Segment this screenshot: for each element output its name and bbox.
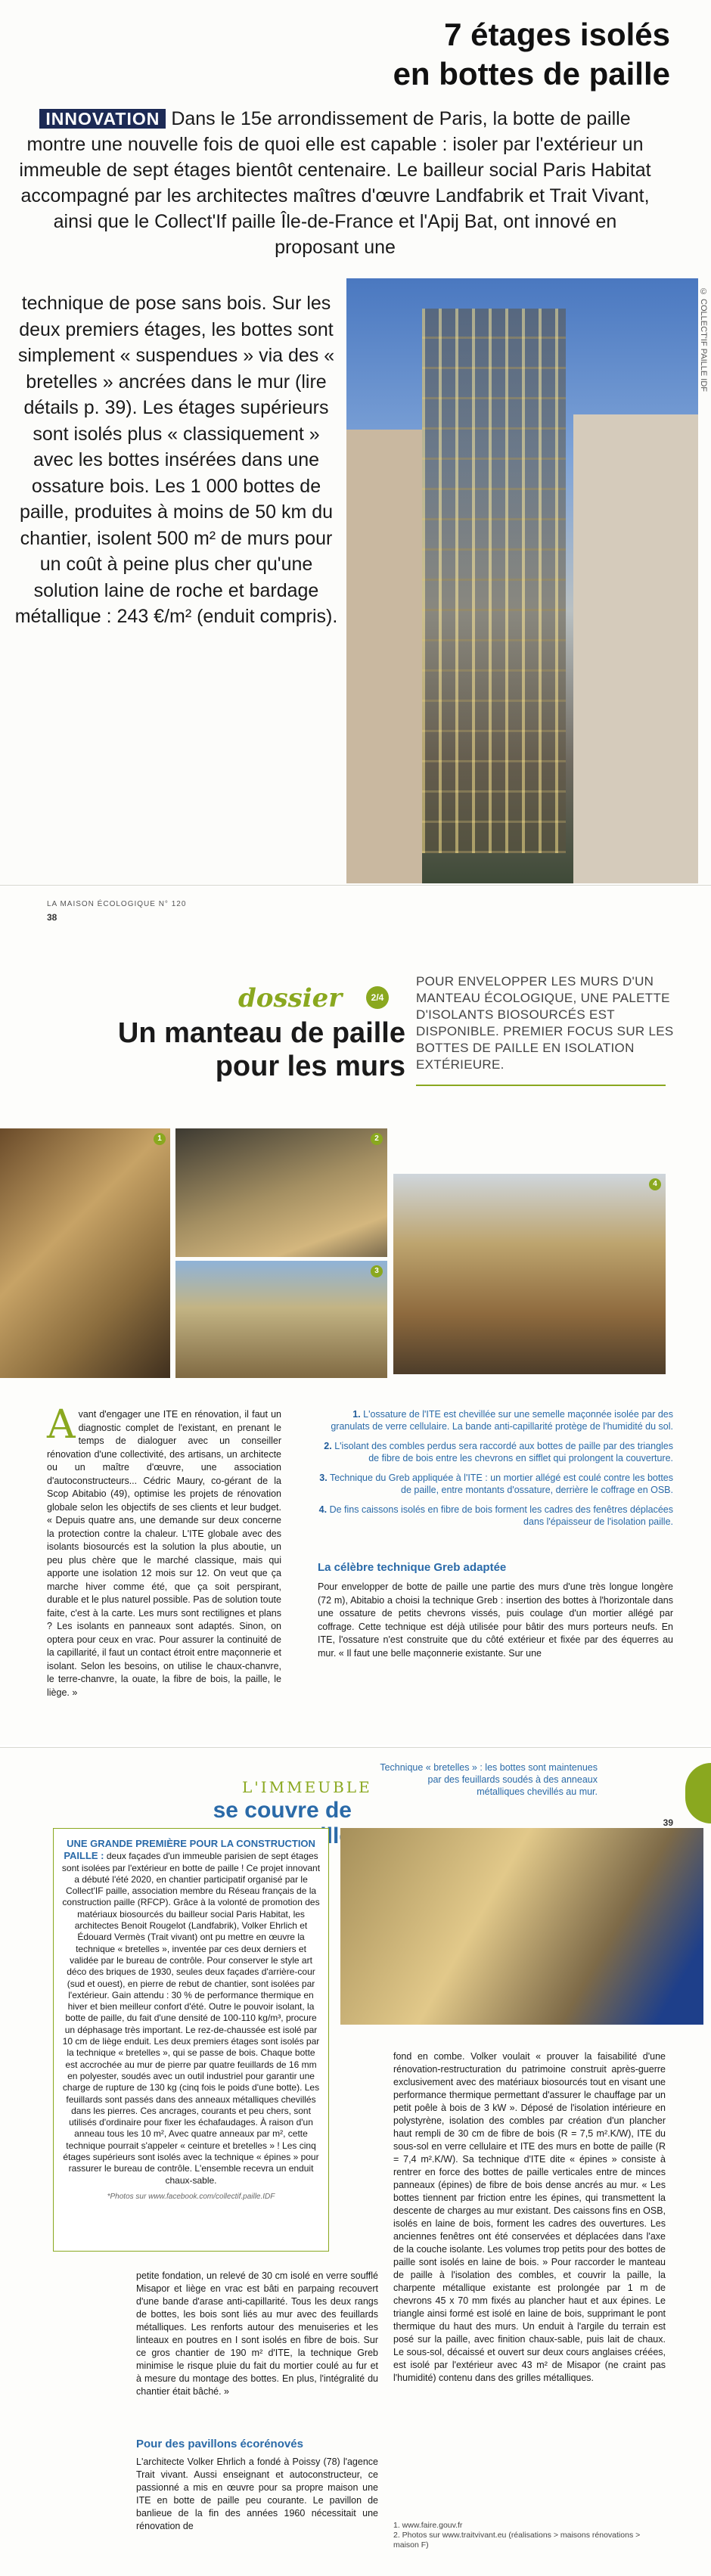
innovation-tag: INNOVATION bbox=[39, 109, 166, 129]
photo-credit: © COLLECT'IF PAILLE IDF bbox=[699, 287, 708, 392]
left-column-text: petite fondation, un relevé de 30 cm isolé en verre soufflé Misapor et liège en vrac est bâti en parpaing recouvert d'une bande d'arase anti-capillarité. Tous les deux rangs de bottes, les bois sont liés au mur avec des feuillards métalliques. Les renforts autour des menuiseries et les linteaux en poutres en I sont isolés en fibre de bois. Sur ce gros chantier de 190 m² d'ITE, la technique Greb minimise le risque pluie du fait du mortier coulé au fur et à mesure du montage des bottes. En plus, l'intégralité du chantier était bâché. » bbox=[136, 2270, 378, 2397]
page-tab bbox=[685, 1763, 711, 1823]
subheading-pavillons: Pour des pavillons écorénovés bbox=[136, 2438, 303, 2450]
intro-deck: POUR ENVELOPPER LES MURS D'UN MANTEAU ÉCOLOGIQUE, UNE PALETTE D'ISOLANTS BIOSOURCÉS EST DISPONIBLE. PREMIER FOCUS SUR LES BOTTES DE PAILLE EN ISOLATION EXTÉRIEURE. bbox=[416, 974, 674, 1072]
photo-combles bbox=[175, 1128, 387, 1257]
body-text: technique de pose sans bois. Sur les deux premiers étages, les bottes sont simplement « suspendues » via des « bretelles » ancrées dans le mur (lire détails p. 39). Les étages supérieurs sont isolés plus « classiquement » avec les bottes insérées dans une ossature bois. Les 1 000 bottes de paille, produites à moins de 50 km du chantier, isolent 500 m² de murs pour un coût à peine plus cher qu'une solution laine de roche et bardage métallique : 243 €/m² (enduit compris). bbox=[14, 293, 338, 627]
divider bbox=[416, 1085, 666, 1086]
section-kicker: dossier bbox=[238, 983, 343, 1013]
page-38 bbox=[0, 886, 711, 1745]
page-39 bbox=[0, 1747, 711, 2576]
right-column-text: fond en combe. Volker voulait « prouver la faisabilité d'une rénovation-restructuration du patrimoine construit après-guerre exclusivement avec des matériaux biosourcés tout en visant une performance thermique permettant d'assurer le chauffage par un petit poêle à bois de 3 kW ». Déposé de l'isolation intérieure en polystyrène, isolation des combles par création d'un plancher haut rempli de 30 cm de fibre de bois (R = 7,5 m².K/W), ITE du sous-sol en verre cellulaire et ITE des murs en botte de paille (R = 7,4 m².K/W). Sa technique d'ITE dite « épines » consiste à rentrer en force des bottes de paille verticales entre de minces panneaux (épines) de fibre de bois dense ancrés au mur. « Les bottes tiennent par friction entre les épines, qui transmettent la descente de charges au mur existant. Des caissons fins en OSB, isolés en laine de bois, forment les cadres des ouvertures. Les anciennes fenêtres ont été conservées et déplacées dans l'axe de la couche isolante. Les volumes trop petits pour des bottes de paille sont isolés en laine de bois. » Pour raccorder le manteau de paille à l'isolation des combles, et couvrir la paille, la charpente métallique existante est prolongée par 1 m de chevrons 45 x 70 mm fixés au plancher haut et aux épines. Le triangle ainsi formé est isolé en laine de bois, supprimant le pont thermique du haut des murs. Un enduit à l'argile du terrain est posé sur la paille, avec finition chaux-sable, puis lait de chaux. Le sous-sol, décaissé et ouvert sur deux cours anglaises créées, est isolé par l'extérieur avec 43 m² de Misapor (ne craint pas l'humidité) contenu dans des grilles métalliques. bbox=[393, 2051, 666, 2383]
photo-ossature bbox=[0, 1128, 170, 1378]
photo-greb bbox=[175, 1261, 387, 1378]
photo-credit: *Photos sur www.facebook.com/collectif.paille.IDF bbox=[107, 2192, 275, 2201]
dossier-badge: 2/4 bbox=[366, 986, 389, 1009]
section-title: se couvre de bbox=[213, 1798, 352, 1823]
photo-captions bbox=[318, 1408, 673, 1535]
footnotes: 1. www.faire.gouv.fr 2. Photos sur www.traitvivant.eu (réalisations > maisons rénovations > maison F) bbox=[393, 2521, 641, 2550]
page-number: 39 bbox=[663, 1817, 673, 1828]
photo-number: 3 bbox=[371, 1265, 383, 1277]
photo-number: 1 bbox=[154, 1133, 166, 1145]
photo-fenetres bbox=[393, 1174, 666, 1374]
caption-3: 3. Technique du Greb appliquée à l'ITE : un mortier allégé est coulé contre les bottes de paille, entre montants d'ossature, derrière le coffrage en OSB. bbox=[319, 1473, 673, 1495]
magazine-header: LA MAISON ÉCOLOGIQUE N° 120 bbox=[47, 900, 187, 908]
greb-text: Pour envelopper de botte de paille une partie des murs d'une très longue longère (72 m), Abitabio a choisi la technique Greb : insertion des bottes à l'horizontale dans une ossature de petits chevrons vissés, puis coulage d'un mortier allégé par coffrage. Cette technique est déjà utilisée pour bâtir des murs porteurs neufs. En ITE, l'ossature n'est construite que du côté extérieur et fixée par des équerres au mur. « Il faut une belle maçonnerie existante. Sur une bbox=[318, 1581, 673, 1659]
caption-1: 1. L'ossature de l'ITE est chevillée sur une semelle maçonnée isolée par des granulats de verre cellulaire. La bande anti-capillarité protège de l'humidité du sol. bbox=[331, 1409, 673, 1432]
lead-text: Dans le 15e arrondissement de Paris, la botte de paille montre une nouvelle fois de quoi elle est capable : isoler par l'extérieur un immeuble de sept étages bientôt centenaire. Le bailleur social Paris Habitat accompagné par les architectes maîtres d'œuvre Landfabrik et Trait Vivant, ainsi que le Collect'If paille Île-de-France et l'Apij Bat, ont innové en proposant une bbox=[19, 108, 651, 258]
photo-caption-bretelles: Technique « bretelles » : les bottes sont maintenues par des feuillards soudés à des anneaux métalliques chevillés au mur. bbox=[380, 1762, 598, 1797]
photo-number: 2 bbox=[371, 1133, 383, 1145]
drop-cap: A bbox=[47, 1402, 76, 1448]
article-intro: Avant d'engager une ITE en rénovation, il faut un diagnostic complet de l'existant, en prenant le temps de dialoguer avec un conseiller rénovation d'une collectivité, des artisans, un architecte ou un maître d'œuvre, une association d'autoconstructeurs... Cédric Maury, co-gérant de la Scop Abitabio (49), optimise les projets de rénovation globale selon les objectifs de ses clients et leur budget. « Depuis quatre ans, une demande sur deux concerne la protection contre la chaleur. L'ITE globale avec des isolants biosourcés est la solution la plus aboutie, un peu plus chère que le marché classique, mais qui apporte une isolation 12 mois sur 12. On veut que ça marche hiver comme été, que ça soit perspirant, durable et le plus naturel possible. Pas de solution toute faite, c'est à la carte. Les murs sont rectilignes et plans ? Les isolants en panneaux sont adaptés. Sinon, on optera pour ceux en vrac. Pour assurer la continuité de la capillarité, il faut un contact étroit entre maçonnerie et isolant. Selon les besoins, on utilise le chaux-chanvre, le terre-chanvre, la ouate, la fibre de bois, la paille, le liège. » bbox=[47, 1402, 281, 1698]
page-number: 38 bbox=[47, 912, 57, 923]
lead-paragraph bbox=[14, 106, 657, 260]
caption-2: 2. L'isolant des combles perdus sera raccordé aux bottes de paille par des triangles de fibre de bois entre les chevrons en sifflet qui prolongent la couverture. bbox=[324, 1441, 673, 1463]
article-innovation bbox=[0, 0, 711, 886]
section-label: L'IMMEUBLE bbox=[242, 1778, 372, 1796]
photo-bretelles bbox=[340, 1828, 703, 2025]
building-photo bbox=[346, 278, 698, 883]
page-title: Un manteau de paille pour les murs bbox=[117, 1017, 405, 1082]
article-title: 7 étages isolés en bottes de paille bbox=[393, 17, 670, 92]
left-column-text-2: L'architecte Volker Ehrlich a fondé à Poissy (78) l'agence Trait vivant. Aussi enseignant et autoconstructeur, ce passionné a mis en œuvre pour sa propre maison une ITE en botte de paille peu courante. Le pavillon de banlieue de la fin des années 1960 nécessitait une rénovation de bbox=[136, 2457, 378, 2531]
caption-4: 4. De fins caissons isolés en fibre de bois forment les cadres des fenêtres déplacées dans l'épaisseur de l'isolation paille. bbox=[318, 1504, 673, 1527]
scaffolding-tower bbox=[422, 309, 566, 853]
subheading-greb: La célèbre technique Greb adaptée bbox=[318, 1561, 507, 1574]
photo-number: 4 bbox=[649, 1178, 661, 1190]
sidebar-box: UNE GRANDE PREMIÈRE POUR LA CONSTRUCTION PAILLE : deux façades d'un immeuble parisien de sept étages sont isolées par l'extérieur en botte de paille ! Ce projet innovant a débuté l'été 2020, en chantier participatif organisé par le Collect'IF paille, association membre du Réseau français de la construction paille (RFCP). Grâce à la volonté de promotion des matériaux biosourcés du bailleur social Paris Habitat, les architectes Benoit Rougelot (Landfabrik), Volker Ehrlich et Édouard Vermès (Trait vivant) ont pu mettre en œuvre la technique « bretelles », inventée par ces deux derniers et validée par le bureau de contrôle. Pour conserver le style art déco des briques de 1930, seules deux façades d'arrière-cour (sud et ouest), en pierre de rebut de chantier, sont isolées par l'extérieur. Gain attendu : 30 % de performance thermique en hiver et bien meilleur confort d'été. Outre le pouvoir isolant, la botte de paille, du fait d'une densité de 100-110 kg/m³, procure un déphasage très important. Le rez-de-chaussée est isolé par 10 cm de liège enduit. Les deux premiers étages sont isolés par la technique « bretelles », qui se passe de bois. Chaque botte est accrochée au mur de pierre par quatre feuillards de 16 mm en polyester, soudés avec un outil industriel pour garantir une charge de rupture de 130 kg (cinq fois le poids d'une botte). Les feuillards sont passés dans des anneaux métalliques chevillés dans les pierres. Ces ancrages, courants et peu chers, sont utilisés d'ordinaire pour fixer les échafaudages. À raison d'un anneau tous les 10 m², Avec quatre anneaux par m², cette technique pourrait s'appeler « ceinture et bretelles » ! Les cinq étages supérieurs sont isolés avec la technique « épines » pour rassurer le bureau de contrôle. L'ensemble recevra un enduit chaux-sable. *Photos sur www.facebook.com/collectif.paille.IDF bbox=[53, 1828, 329, 2252]
